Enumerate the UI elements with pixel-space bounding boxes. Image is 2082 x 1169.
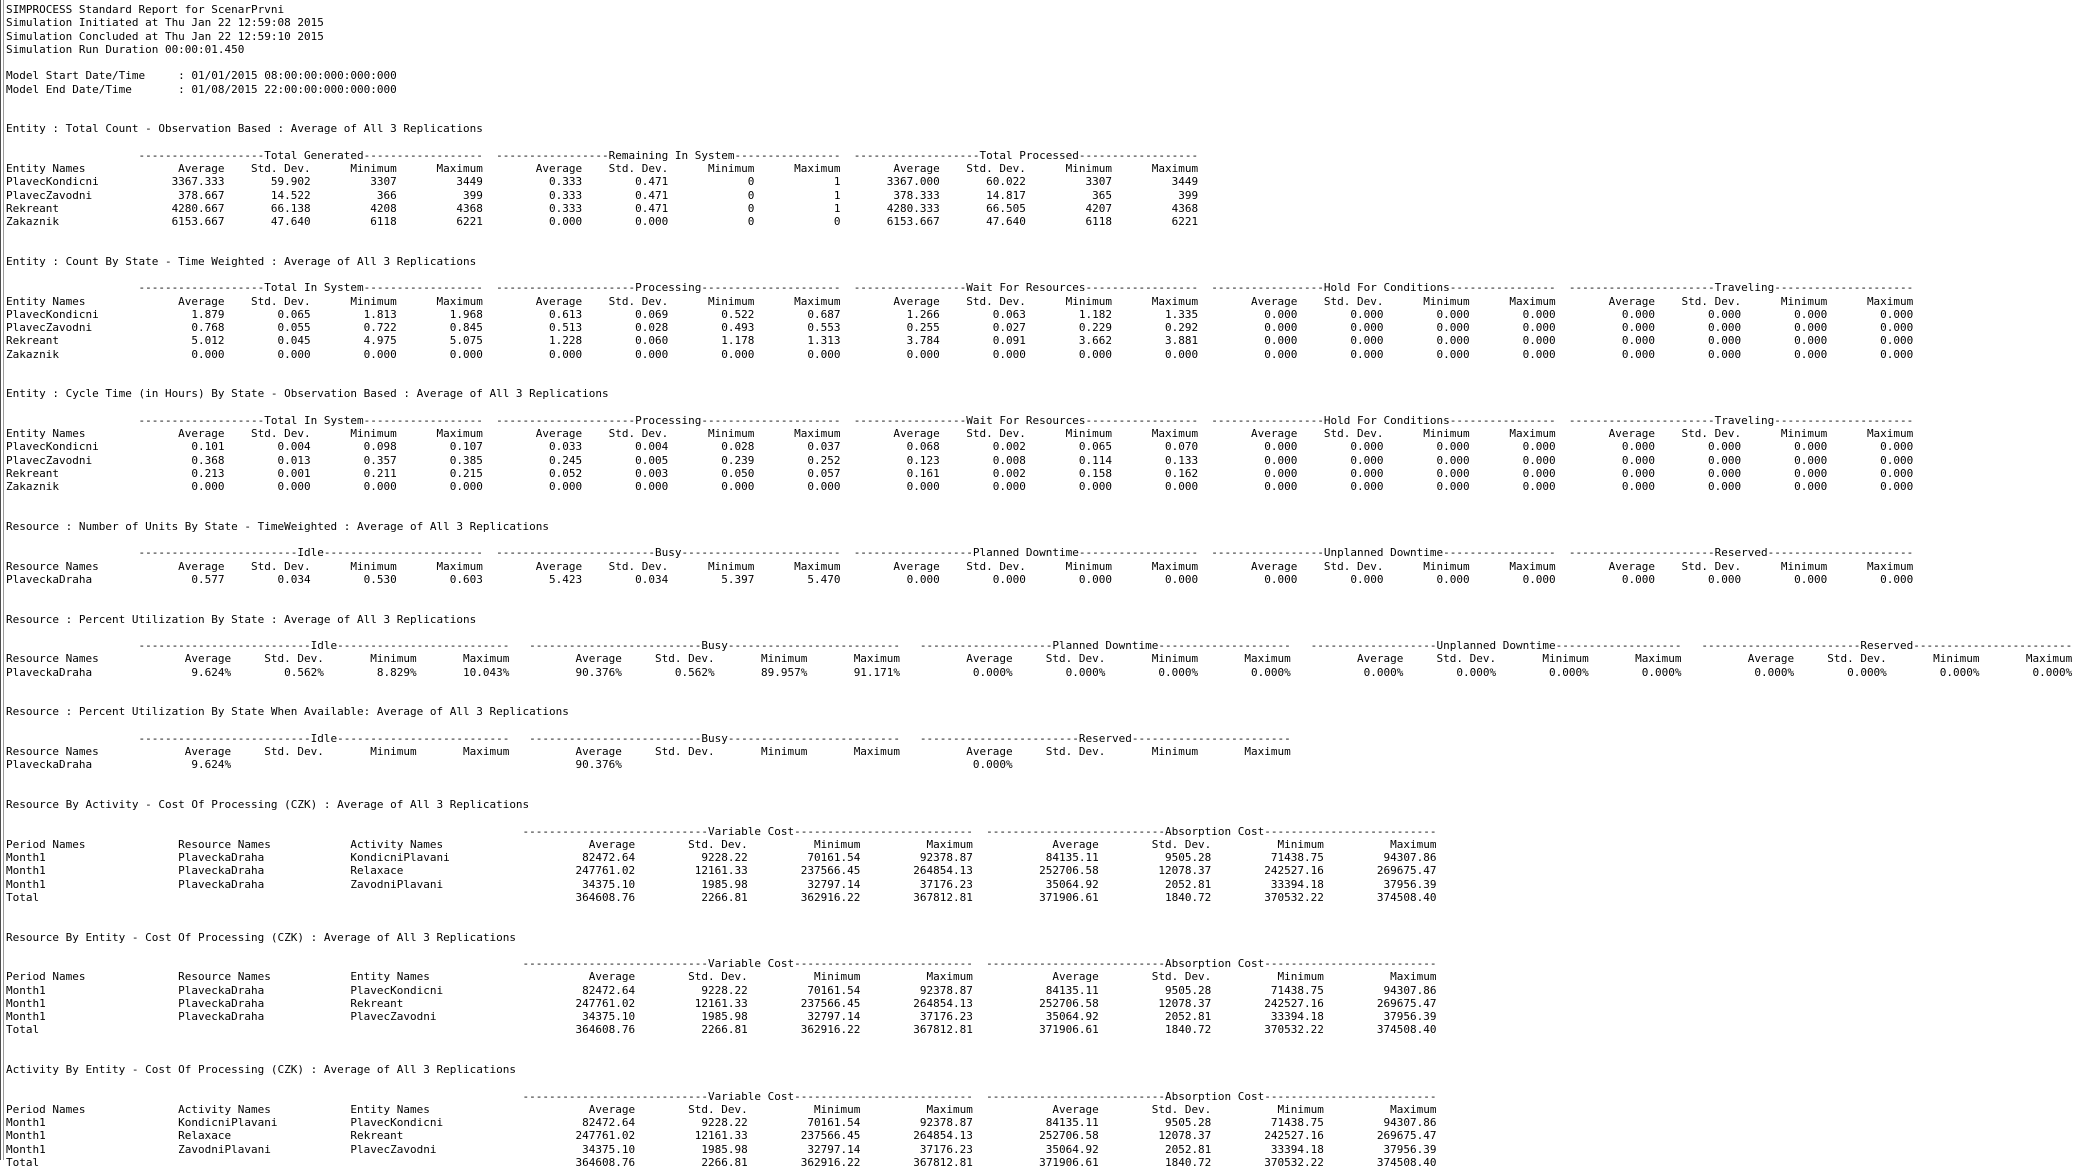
section-resource-units-by-state: [6, 520, 2082, 586]
column-header-line: Period Names Resource Names Entity Names Average Std. Dev. Minimum Maximum Average Std. Dev. Minimum Maximum: [6, 970, 1437, 984]
table-row: PlavecZavodni 0.368 0.013 0.357 0.385 0.245 0.005 0.239 0.252 0.123 0.008 0.114 0.133 0.000 0.000 0.000 0.000 0.000 0.000 0.000 0.000: [6, 453, 1914, 467]
section-activity-by-entity-cost: [6, 1063, 2082, 1169]
section-title: Resource By Entity - Cost Of Processing (CZK) : Average of All 3 Replications: [6, 930, 516, 944]
section-resource-by-entity-cost: [6, 931, 2082, 1037]
model-end-line: Model End Date/Time : 01/08/2015 22:00:00:000:000:000: [6, 82, 397, 96]
group-header-line: -------------------Total Generated------------------ -----------------Remaining In System---------------- -------------------Total Processed------------------: [6, 148, 1199, 162]
table-row: Zakaznik 0.000 0.000 0.000 0.000 0.000 0.000 0.000 0.000 0.000 0.000 0.000 0.000 0.000 0.000 0.000 0.000 0.000 0.000 0.000 0.000: [6, 480, 1914, 493]
report-text-pane[interactable]: [6, 3, 2082, 1169]
table-row: Rekreant 5.012 0.045 4.975 5.075 1.228 0.060 1.178 1.313 3.784 0.091 3.662 3.881 0.000 0.000 0.000 0.000 0.000 0.000 0.000 0.000: [6, 334, 1914, 348]
table-row: Month1 PlaveckaDraha Rekreant 247761.02 12161.33 237566.45 264854.13 252706.58 12078.37 242527.16 269675.47: [6, 996, 1437, 1010]
model-start-line: Model Start Date/Time : 01/01/2015 08:00:00:000:000:000: [6, 69, 397, 83]
group-header-line: -------------------Total In System------------------ ---------------------Processing--------------------- -----------------Wait For Resources----------------- -----------------Hold For Conditions---------------- ----------------------Traveling---------------------: [6, 281, 1914, 295]
column-header-line: Entity Names Average Std. Dev. Minimum Maximum Average Std. Dev. Minimum Maximum Average Std. Dev. Minimum Maximum: [6, 162, 1199, 175]
table-row: Rekreant 0.213 0.001 0.211 0.215 0.052 0.003 0.050 0.057 0.161 0.002 0.158 0.162 0.000 0.000 0.000 0.000 0.000 0.000 0.000 0.000: [6, 466, 1914, 480]
sim-initiated-line: Simulation Initiated at Thu Jan 22 12:59:08 2015: [6, 16, 324, 30]
section-entity-count-by-state: [6, 255, 2082, 361]
group-header-line: ----------------------------Variable Cost--------------------------- ---------------------------Absorption Cost--------------------------: [6, 824, 1437, 838]
table-row: Month1 PlaveckaDraha Relaxace 247761.02 12161.33 237566.45 264854.13 252706.58 12078.37 242527.16 269675.47: [6, 864, 1437, 878]
sim-concluded-line: Simulation Concluded at Thu Jan 22 12:59:10 2015: [6, 29, 324, 43]
sim-duration-line: Simulation Run Duration 00:00:01.450: [6, 42, 245, 56]
window-left-border-inner: [3, 0, 4, 1160]
table-row: PlavecKondicni 1.879 0.065 1.813 1.968 0.613 0.069 0.522 0.687 1.266 0.063 1.182 1.335 0.000 0.000 0.000 0.000 0.000 0.000 0.000 0.000: [6, 307, 1914, 321]
section-title: Entity : Total Count - Observation Based : Average of All 3 Replications: [6, 122, 483, 136]
section-title: Activity By Entity - Cost Of Processing (CZK) : Average of All 3 Replications: [6, 1063, 516, 1076]
section-resource-percent-utilization: [6, 613, 2082, 679]
table-row: PlaveckaDraha 9.624% 0.562% 8.829% 10.043% 90.376% 0.562% 89.957% 91.171% 0.000% 0.000% 0.000% 0.000% 0.000% 0.000% 0.000% 0.000% 0.000% 0.000% 0.000% 0.000%: [6, 665, 2073, 679]
group-header-line: ----------------------------Variable Cost--------------------------- ---------------------------Absorption Cost--------------------------: [6, 1089, 1437, 1103]
report-title: SIMPROCESS Standard Report for ScenarPrvni: [6, 3, 285, 16]
report-sections: [6, 122, 2082, 1169]
group-header-line: ------------------------Idle------------------------ ------------------------Busy------------------------ ------------------Planned Downtime------------------ -----------------Unplanned Downtime----------------- ----------------------Reserved----------------------: [6, 546, 1914, 560]
table-row: Month1 PlaveckaDraha ZavodniPlavani 34375.10 1985.98 32797.14 37176.23 35064.92 2052.81 33394.18 37956.39: [6, 877, 1437, 891]
section-entity-cycle-time: [6, 387, 2082, 493]
table-row: Zakaznik 6153.667 47.640 6118 6221 0.000 0.000 0 0 6153.667 47.640 6118 6221: [6, 215, 1199, 228]
table-row: PlaveckaDraha 9.624% 90.376% 0.000%: [6, 758, 1291, 772]
table-row: PlavecKondicni 3367.333 59.902 3307 3449 0.333 0.471 0 1 3367.000 60.022 3307 3449: [6, 175, 1199, 189]
group-header-line: -------------------Total In System------------------ ---------------------Processing--------------------- -----------------Wait For Resources----------------- -----------------Hold For Conditions---------------- ----------------------Traveling---------------------: [6, 413, 1914, 427]
table-row: Total 364608.76 2266.81 362916.22 367812.81 371906.61 1840.72 370532.22 374508.40: [6, 1155, 1437, 1169]
group-header-line: --------------------------Idle-------------------------- --------------------------Busy-------------------------- --------------------Planned Downtime-------------------- -------------------Unplanned Downtime------------------- ------------------------Reserved------------------------: [6, 639, 2073, 652]
table-row: Month1 Relaxace Rekreant 247761.02 12161.33 237566.45 264854.13 252706.58 12078.37 242527.16 269675.47: [6, 1129, 1437, 1143]
table-row: Month1 PlaveckaDraha PlavecKondicni 82472.64 9228.22 70161.54 92378.87 84135.11 9505.28 71438.75 94307.86: [6, 983, 1437, 997]
section-title: Resource : Percent Utilization By State When Available: Average of All 3 Replications: [6, 705, 569, 719]
table-row: Month1 KondicniPlavani PlavecKondicni 82472.64 9228.22 70161.54 92378.87 84135.11 9505.28 71438.75 94307.86: [6, 1116, 1437, 1129]
table-row: Rekreant 4280.667 66.138 4208 4368 0.333 0.471 0 1 4280.333 66.505 4207 4368: [6, 201, 1199, 215]
section-title: Resource : Number of Units By State - TimeWeighted : Average of All 3 Replications: [6, 519, 550, 533]
column-header-line: Entity Names Average Std. Dev. Minimum Maximum Average Std. Dev. Minimum Maximum Average Std. Dev. Minimum Maximum Average Std. Dev. Minimum Maximum Average Std. Dev. Minimum Maximum: [6, 294, 1914, 308]
column-header-line: Resource Names Average Std. Dev. Minimum Maximum Average Std. Dev. Minimum Maximum Average Std. Dev. Minimum Maximum Average Std. Dev. Minimum Maximum Average Std. Dev. Minimum Maximum: [6, 559, 1914, 573]
section-resource-percent-utilization-available: [6, 705, 2082, 771]
table-row: Month1 ZavodniPlavani PlavecZavodni 34375.10 1985.98 32797.14 37176.23 35064.92 2052.81 33394.18 37956.39: [6, 1142, 1437, 1156]
section-resource-by-activity-cost: [6, 798, 2082, 904]
group-header-line: ----------------------------Variable Cost--------------------------- ---------------------------Absorption Cost--------------------------: [6, 957, 1437, 970]
table-row: Total 364608.76 2266.81 362916.22 367812.81 371906.61 1840.72 370532.22 374508.40: [6, 890, 1437, 904]
window-left-border: [0, 0, 1, 1160]
section-title: Entity : Cycle Time (in Hours) By State - Observation Based : Average of All 3 Replications: [6, 387, 609, 401]
table-row: Zakaznik 0.000 0.000 0.000 0.000 0.000 0.000 0.000 0.000 0.000 0.000 0.000 0.000 0.000 0.000 0.000 0.000 0.000 0.000 0.000 0.000: [6, 347, 1914, 361]
section-entity-total-count: [6, 122, 2082, 228]
section-title: Resource : Percent Utilization By State : Average of All 3 Replications: [6, 612, 477, 626]
group-header-line: --------------------------Idle-------------------------- --------------------------Busy-------------------------- ------------------------Reserved------------------------: [6, 731, 1291, 745]
column-header-line: Resource Names Average Std. Dev. Minimum Maximum Average Std. Dev. Minimum Maximum Average Std. Dev. Minimum Maximum: [6, 745, 1291, 758]
table-row: PlavecZavodni 378.667 14.522 366 399 0.333 0.471 0 1 378.333 14.817 365 399: [6, 188, 1199, 202]
section-title: Entity : Count By State - Time Weighted : Average of All 3 Replications: [6, 254, 477, 268]
table-row: PlavecKondicni 0.101 0.004 0.098 0.107 0.033 0.004 0.028 0.037 0.068 0.002 0.065 0.070 0.000 0.000 0.000 0.000 0.000 0.000 0.000 0.000: [6, 440, 1914, 454]
report-header: [6, 3, 2082, 96]
table-row: Month1 PlaveckaDraha KondicniPlavani 82472.64 9228.22 70161.54 92378.87 84135.11 9505.28 71438.75 94307.86: [6, 851, 1437, 864]
column-header-line: Resource Names Average Std. Dev. Minimum Maximum Average Std. Dev. Minimum Maximum Average Std. Dev. Minimum Maximum Average Std. Dev. Minimum Maximum Average Std. Dev. Minimum Maximum: [6, 652, 2073, 666]
column-header-line: Period Names Resource Names Activity Names Average Std. Dev. Minimum Maximum Average Std. Dev. Minimum Maximum: [6, 837, 1437, 851]
table-row: Month1 PlaveckaDraha PlavecZavodni 34375.10 1985.98 32797.14 37176.23 35064.92 2052.81 33394.18 37956.39: [6, 1010, 1437, 1023]
table-row: PlaveckaDraha 0.577 0.034 0.530 0.603 5.423 0.034 5.397 5.470 0.000 0.000 0.000 0.000 0.000 0.000 0.000 0.000 0.000 0.000 0.000 0.000: [6, 572, 1914, 586]
table-row: Total 364608.76 2266.81 362916.22 367812.81 371906.61 1840.72 370532.22 374508.40: [6, 1023, 1437, 1037]
section-title: Resource By Activity - Cost Of Processing (CZK) : Average of All 3 Replications: [6, 798, 530, 811]
column-header-line: Period Names Activity Names Entity Names Average Std. Dev. Minimum Maximum Average Std. Dev. Minimum Maximum: [6, 1102, 1437, 1116]
table-row: PlavecZavodni 0.768 0.055 0.722 0.845 0.513 0.028 0.493 0.553 0.255 0.027 0.229 0.292 0.000 0.000 0.000 0.000 0.000 0.000 0.000 0.000: [6, 321, 1914, 334]
column-header-line: Entity Names Average Std. Dev. Minimum Maximum Average Std. Dev. Minimum Maximum Average Std. Dev. Minimum Maximum Average Std. Dev. Minimum Maximum Average Std. Dev. Minimum Maximum: [6, 427, 1914, 440]
